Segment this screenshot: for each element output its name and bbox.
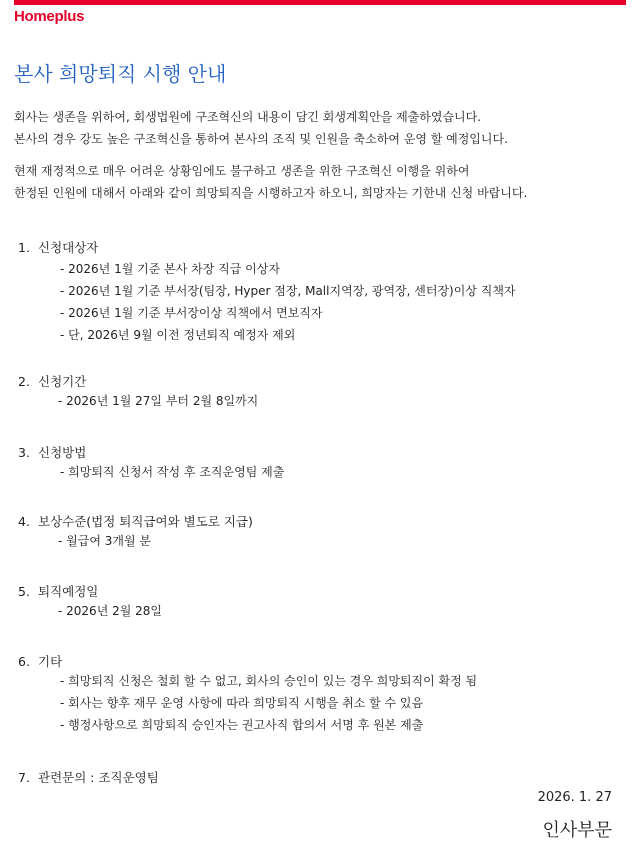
list-item: - 2026년 1월 기준 본사 차장 직급 이상자 (60, 258, 516, 280)
homeplus-logo: Homeplus (14, 8, 85, 25)
section-1-heading: 1. 신청대상자 (18, 240, 99, 255)
section-5-list (58, 600, 162, 622)
section-1-list (60, 258, 516, 346)
list-item: - 2026년 1월 27일 부터 2월 8일까지 (58, 390, 258, 412)
list-item: - 희망퇴직 신청은 철회 할 수 없고, 회사의 승인이 있는 경우 희망퇴직이 확정 됨 (60, 670, 477, 692)
intro-line: 본사의 경우 강도 높은 구조혁신을 통하여 본사의 조직 및 인원을 축소하여 운영 할 예정입니다. (14, 132, 508, 146)
intro-paragraph-2 (14, 160, 527, 204)
document-title: 본사 희망퇴직 시행 안내 (14, 62, 227, 86)
brand-top-bar (14, 0, 626, 5)
section-4-list (58, 530, 151, 552)
section-7-heading: 7. 관련문의 : 조직운영팀 (18, 770, 159, 785)
section-6-heading: 6. 기타 (18, 654, 63, 669)
section-3-heading: 3. 신청방법 (18, 445, 87, 460)
intro-line: 현재 재정적으로 매우 어려운 상황임에도 불구하고 생존을 위한 구조혁신 이행을 위하여 (14, 164, 470, 178)
section-6-list (60, 670, 477, 736)
intro-line: 회사는 생존을 위하여, 회생법원에 구조혁신의 내용이 담긴 회생계획안을 제출하였습니다. (14, 110, 482, 124)
section-2-heading: 2. 신청기간 (18, 374, 87, 389)
section-4-heading: 4. 보상수준(법정 퇴직급여와 별도로 지급) (18, 514, 253, 529)
issuing-department: 인사부문 (542, 820, 612, 841)
intro-paragraph-1 (14, 106, 508, 150)
list-item: - 단, 2026년 9월 이전 정년퇴직 예정자 제외 (60, 324, 516, 346)
intro-line: 한정된 인원에 대해서 아래와 같이 희망퇴직을 시행하고자 하오니, 희망자는 기한내 신청 바랍니다. (14, 186, 528, 200)
section-2-list (58, 390, 258, 412)
section-3-list (60, 461, 284, 483)
list-item: - 2026년 2월 28일 (58, 600, 162, 622)
list-item: - 월급여 3개월 분 (58, 530, 151, 552)
list-item: - 2026년 1월 기준 부서장(팀장, Hyper 점장, Mall지역장, 광역장, 센터장)이상 직책자 (60, 280, 516, 302)
section-5-heading: 5. 퇴직예정일 (18, 584, 99, 599)
list-item: - 회사는 향후 재무 운영 사항에 따라 희망퇴직 시행을 취소 할 수 있음 (60, 692, 477, 714)
list-item: - 행정사항으로 희망퇴직 승인자는 권고사직 합의서 서명 후 원본 제출 (60, 714, 477, 736)
document-date: 2026. 1. 27 (537, 790, 612, 805)
list-item: - 희망퇴직 신청서 작성 후 조직운영팀 제출 (60, 461, 284, 483)
list-item: - 2026년 1월 기준 부서장이상 직책에서 면보직자 (60, 302, 516, 324)
